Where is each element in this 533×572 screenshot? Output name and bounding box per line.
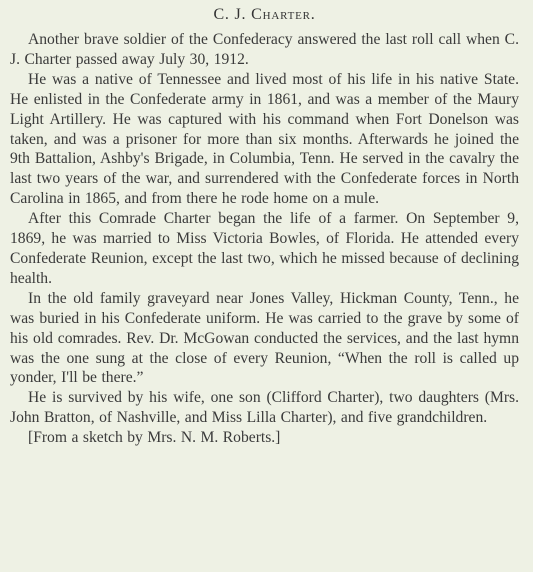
article-title: C. J. Charter. [213, 6, 316, 23]
source-note: [From a sketch by Mrs. N. M. Roberts.] [28, 429, 281, 447]
paragraph-later-life: After this Comrade Charter began the life of a farmer. On September 9, 1869, he was married to Miss Victoria Bowles, of Florida. He attended every Confederate Reunion, except the last two, which he missed because of declining health. [10, 210, 519, 287]
paragraph-survivors: He is survived by his wife, one son (Clifford Charter), two daughters (Mrs. John Bratton, of Nashville, and Miss Lilla Charter), and five grandchildren. [10, 389, 519, 427]
paragraph-service: He was a native of Tennessee and lived most of his life in his native State. He enlisted in the Confederate army in 1861, and was a member of the Maury Light Artillery. He was captured with his command when Fort Donelson was taken, and was a prisoner for more than six months. Afterwards he joined the 9th Battalion, Ashby's Brigade, in Columbia, Tenn. He served in the cavalry the last two years of the war, and surrendered with the Confederate forces in North Carolina in 1865, and from there he rode home on a mule. [10, 70, 519, 208]
paragraph-intro: Another brave soldier of the Confederacy answered the last roll call when C. J. Charter passed away July 30, 1912. [10, 31, 519, 68]
paragraph-burial: In the old family graveyard near Jones Valley, Hickman County, Tenn., he was buried in his Confederate uniform. He was carried to the grave by some of his old comrades. Rev. Dr. McGowan conducted the services, and the last hymn was the one sung at the close of every Reunion, “When the roll is called up yonder, I'll be there.” [10, 289, 519, 387]
